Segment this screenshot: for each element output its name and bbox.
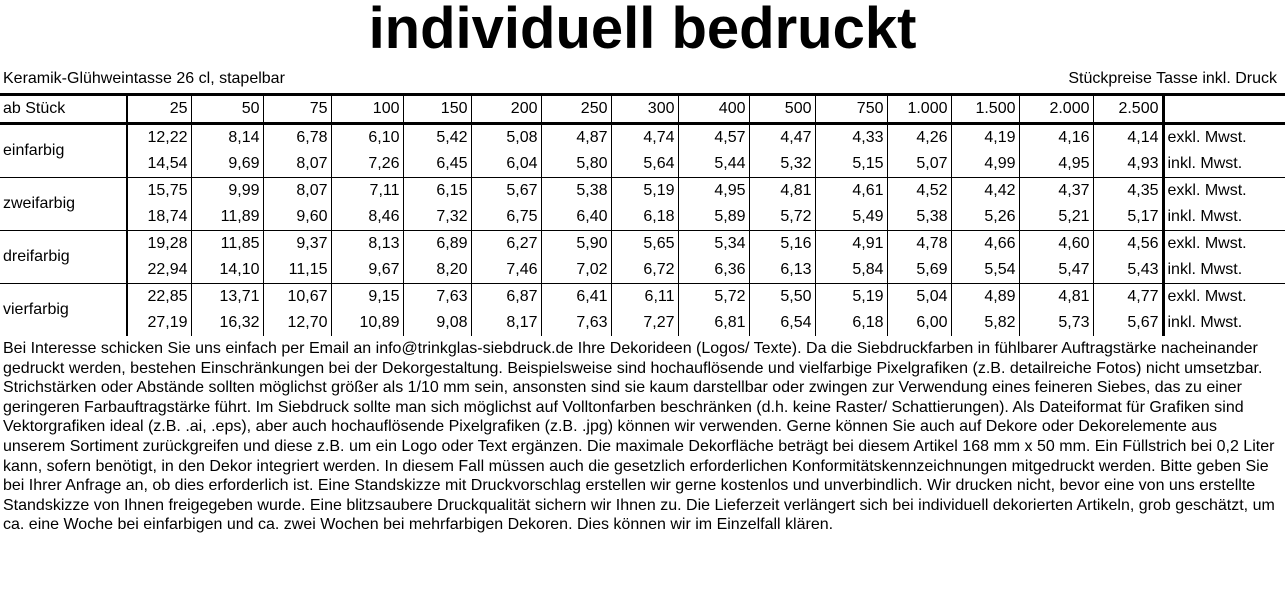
price-cell: 4,95 (678, 178, 749, 205)
price-cell: 5,43 (1093, 257, 1163, 284)
quantity-header: 50 (191, 95, 263, 124)
price-cell: 4,19 (951, 124, 1019, 152)
price-cell: 4,81 (749, 178, 815, 205)
price-cell: 6,13 (749, 257, 815, 284)
price-cell: 7,63 (541, 310, 611, 336)
color-count-label: vierfarbig (0, 284, 127, 337)
price-cell: 5,89 (678, 204, 749, 231)
price-cell: 11,89 (191, 204, 263, 231)
price-cell: 4,95 (1019, 151, 1093, 178)
table-row (0, 257, 1285, 284)
quantity-header: 75 (263, 95, 331, 124)
price-cell: 8,17 (471, 310, 541, 336)
price-cell: 7,63 (403, 284, 471, 311)
price-cell: 4,56 (1093, 231, 1163, 258)
price-cell: 5,17 (1093, 204, 1163, 231)
price-cell: 27,19 (127, 310, 191, 336)
price-cell: 12,70 (263, 310, 331, 336)
price-cell: 5,90 (541, 231, 611, 258)
price-cell: 6,36 (678, 257, 749, 284)
price-cell: 5,84 (815, 257, 887, 284)
quantity-header: 25 (127, 95, 191, 124)
price-cell: 13,71 (191, 284, 263, 311)
price-cell: 5,32 (749, 151, 815, 178)
price-cell: 5,82 (951, 310, 1019, 336)
price-cell: 5,19 (611, 178, 678, 205)
price-cell: 4,66 (951, 231, 1019, 258)
price-cell: 5,19 (815, 284, 887, 311)
price-cell: 7,11 (331, 178, 403, 205)
tax-label: exkl. Mwst. (1163, 231, 1285, 258)
price-cell: 5,15 (815, 151, 887, 178)
price-cell: 6,81 (678, 310, 749, 336)
price-cell: 5,38 (541, 178, 611, 205)
price-cell: 5,64 (611, 151, 678, 178)
quantity-header: 300 (611, 95, 678, 124)
tax-label: exkl. Mwst. (1163, 178, 1285, 205)
price-cell: 9,37 (263, 231, 331, 258)
price-cell: 5,72 (678, 284, 749, 311)
price-cell: 5,67 (1093, 310, 1163, 336)
quantity-header: 100 (331, 95, 403, 124)
price-cell: 5,42 (403, 124, 471, 152)
table-row (0, 310, 1285, 336)
price-cell: 15,75 (127, 178, 191, 205)
price-cell: 6,00 (887, 310, 951, 336)
price-cell: 6,18 (611, 204, 678, 231)
price-cell: 6,45 (403, 151, 471, 178)
price-cell: 10,67 (263, 284, 331, 311)
quantity-header: 2.500 (1093, 95, 1163, 124)
quantity-header: 400 (678, 95, 749, 124)
price-cell: 5,04 (887, 284, 951, 311)
price-cell: 4,61 (815, 178, 887, 205)
price-cell: 6,04 (471, 151, 541, 178)
tax-label: inkl. Mwst. (1163, 257, 1285, 284)
price-cell: 11,85 (191, 231, 263, 258)
quantity-header: 1.000 (887, 95, 951, 124)
price-cell: 5,26 (951, 204, 1019, 231)
price-cell: 5,07 (887, 151, 951, 178)
price-cell: 7,46 (471, 257, 541, 284)
tax-label: inkl. Mwst. (1163, 151, 1285, 178)
price-cell: 4,91 (815, 231, 887, 258)
price-cell: 8,14 (191, 124, 263, 152)
price-cell: 5,49 (815, 204, 887, 231)
price-cell: 4,35 (1093, 178, 1163, 205)
price-cell: 8,07 (263, 178, 331, 205)
table-row (0, 284, 1285, 311)
price-cell: 22,85 (127, 284, 191, 311)
price-cell: 6,54 (749, 310, 815, 336)
price-cell: 5,80 (541, 151, 611, 178)
price-cell: 7,02 (541, 257, 611, 284)
price-cell: 22,94 (127, 257, 191, 284)
tax-label: exkl. Mwst. (1163, 284, 1285, 311)
price-cell: 6,87 (471, 284, 541, 311)
product-name: Keramik-Glühweintasse 26 cl, stapelbar (3, 70, 285, 87)
price-cell: 9,15 (331, 284, 403, 311)
price-cell: 12,22 (127, 124, 191, 152)
price-cell: 6,89 (403, 231, 471, 258)
price-cell: 9,99 (191, 178, 263, 205)
description-text: Bei Interesse schicken Sie uns einfach per Email an info@trinkglas-siebdruck.de Ihre Dekorideen (Logos/ Texte). Da die Siebdruckfarben in fühlbarer Auftragstärke nacheinander gedruckt werden, bestehen Einschränkungen bei der Dekorgestaltung. Beispielsweise sind hochauflösende und vielfarbige Pixelgrafiken (z.B. detailreiche Fotos) nicht umsetzbar. Strichstärken oder Abstände sollten möglichst größer als 1/10 mm sein, ansonsten sind sie kaum darstellbar oder zwingen zur Verwendung eines feineren Siebes, das zu einer geringeren Farbauftragstärke führt. Im Siebdruck sollte man sich möglichst auf Volltonfarben beschränken (d.h. keine Raster/ Schattierungen). Als Dateiformat für Grafiken sind Vektorgrafiken ideal (z.B. .ai, .eps), aber auch hochauflösende Pixelgrafiken (z.B. .jpg) können wir verwenden. Gerne können Sie auch auf Dekore oder Dekorelemente aus unserem Sortiment zurückgreifen und diese z.B. um ein Logo oder Text ergänzen. Die maximale Dekorfläche beträgt bei diesem Artikel 168 mm x 50 mm. Ein Füllstrich bei 0,2 Liter kann, sofern benötigt, in den Dekor integriert werden. In diesem Fall müssen auch die gesetzlich erforderlichen Konformitätskennzeichnungen mitgedruckt werden. Bitte geben Sie bei Ihrer Anfrage an, ob dies erforderlich ist. Eine Standskizze mit Druckvorschlag erstellen wir gerne kostenlos und unverbindlich. Wir drucken nicht, bevor eine von uns erstellte Standskizze von Ihnen freigegeben wurde. Eine blitzsaubere Druckqualität sichern wir Ihnen zu. Die Lieferzeit verlängert sich bei individuell dekorierten Artikeln, grob geschätzt, um ca. eine Woche bei einfarbigen und ca. zwei Wochen bei mehrfarbigen Dekoren. Dies können wir im Einzelfall klären. (3, 340, 1275, 534)
price-cell: 5,67 (471, 178, 541, 205)
price-cell: 4,47 (749, 124, 815, 152)
tax-label: exkl. Mwst. (1163, 124, 1285, 152)
price-cell: 7,26 (331, 151, 403, 178)
quantity-header: 500 (749, 95, 815, 124)
price-note: Stückpreise Tasse inkl. Druck (1068, 70, 1277, 87)
price-cell: 6,27 (471, 231, 541, 258)
price-cell: 5,47 (1019, 257, 1093, 284)
price-cell: 5,21 (1019, 204, 1093, 231)
price-cell: 5,54 (951, 257, 1019, 284)
quantity-header: 1.500 (951, 95, 1019, 124)
price-cell: 5,08 (471, 124, 541, 152)
price-cell: 4,89 (951, 284, 1019, 311)
price-cell: 4,52 (887, 178, 951, 205)
quantity-header: 750 (815, 95, 887, 124)
table-row (0, 178, 1285, 205)
price-cell: 4,93 (1093, 151, 1163, 178)
price-cell: 8,20 (403, 257, 471, 284)
quantity-header: 150 (403, 95, 471, 124)
price-cell: 4,33 (815, 124, 887, 152)
table-row (0, 204, 1285, 231)
price-cell: 14,54 (127, 151, 191, 178)
header-empty (1163, 95, 1285, 124)
price-cell: 4,37 (1019, 178, 1093, 205)
price-cell: 5,69 (887, 257, 951, 284)
price-cell: 6,10 (331, 124, 403, 152)
quantity-header: 2.000 (1019, 95, 1093, 124)
price-cell: 4,77 (1093, 284, 1163, 311)
price-cell: 5,34 (678, 231, 749, 258)
price-cell: 4,99 (951, 151, 1019, 178)
price-cell: 4,81 (1019, 284, 1093, 311)
price-cell: 4,16 (1019, 124, 1093, 152)
price-cell: 14,10 (191, 257, 263, 284)
price-cell: 18,74 (127, 204, 191, 231)
price-cell: 6,41 (541, 284, 611, 311)
price-cell: 7,27 (611, 310, 678, 336)
price-cell: 6,72 (611, 257, 678, 284)
tax-label: inkl. Mwst. (1163, 204, 1285, 231)
price-cell: 5,38 (887, 204, 951, 231)
price-table (0, 93, 1285, 336)
price-cell: 6,75 (471, 204, 541, 231)
quantity-header: 200 (471, 95, 541, 124)
price-cell: 5,50 (749, 284, 815, 311)
color-count-label: einfarbig (0, 124, 127, 178)
price-cell: 9,69 (191, 151, 263, 178)
table-row (0, 124, 1285, 152)
page-title: individuell bedruckt (368, 0, 917, 61)
price-cell: 11,15 (263, 257, 331, 284)
price-cell: 5,65 (611, 231, 678, 258)
price-cell: 4,26 (887, 124, 951, 152)
table-row (0, 231, 1285, 258)
price-cell: 4,42 (951, 178, 1019, 205)
price-cell: 10,89 (331, 310, 403, 336)
price-cell: 6,78 (263, 124, 331, 152)
price-cell: 6,15 (403, 178, 471, 205)
price-cell: 5,73 (1019, 310, 1093, 336)
price-cell: 6,11 (611, 284, 678, 311)
price-cell: 9,67 (331, 257, 403, 284)
price-cell: 19,28 (127, 231, 191, 258)
price-cell: 4,57 (678, 124, 749, 152)
price-cell: 16,32 (191, 310, 263, 336)
price-cell: 5,44 (678, 151, 749, 178)
table-row (0, 151, 1285, 178)
price-cell: 7,32 (403, 204, 471, 231)
price-cell: 8,07 (263, 151, 331, 178)
color-count-label: dreifarbig (0, 231, 127, 284)
price-cell: 9,08 (403, 310, 471, 336)
price-cell: 6,40 (541, 204, 611, 231)
price-cell: 8,13 (331, 231, 403, 258)
header-label: ab Stück (0, 95, 127, 124)
header-row (0, 95, 1285, 124)
price-cell: 4,14 (1093, 124, 1163, 152)
price-cell: 9,60 (263, 204, 331, 231)
price-cell: 4,78 (887, 231, 951, 258)
price-cell: 8,46 (331, 204, 403, 231)
price-cell: 5,72 (749, 204, 815, 231)
price-cell: 4,74 (611, 124, 678, 152)
price-cell: 4,87 (541, 124, 611, 152)
tax-label: inkl. Mwst. (1163, 310, 1285, 336)
price-cell: 4,60 (1019, 231, 1093, 258)
price-cell: 6,18 (815, 310, 887, 336)
price-cell: 5,16 (749, 231, 815, 258)
quantity-header: 250 (541, 95, 611, 124)
color-count-label: zweifarbig (0, 178, 127, 231)
